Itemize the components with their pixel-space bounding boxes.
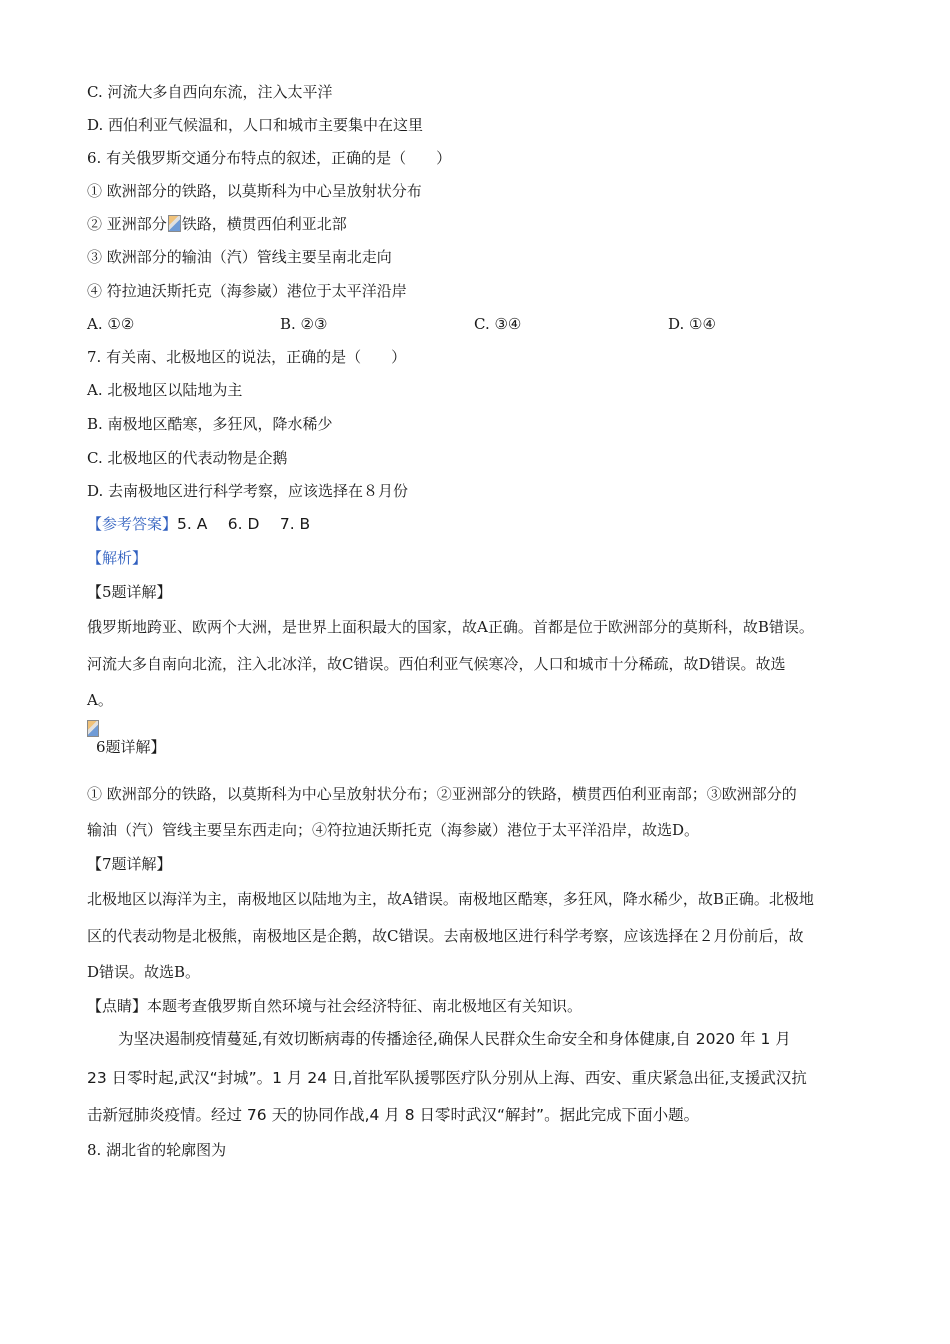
- q5-option-d: D. 西伯利亚气候温和，人口和城市主要集中在这里: [87, 116, 424, 134]
- q6-option-b: B. ②③: [280, 315, 328, 333]
- detail-7-line-3: D错误。故选B。: [87, 963, 201, 981]
- reference-answer-value: 5. A 6. D 7. B: [177, 515, 311, 533]
- q7-option-d: D. 去南极地区进行科学考察，应该选择在８月份: [87, 482, 409, 500]
- q6-item-2: [87, 214, 347, 234]
- passage-line-1: 为坚决遏制疫情蔓延,有效切断病毒的传播途径,确保人民群众生命安全和身体健康,自 2020 年 1 月: [118, 1030, 791, 1048]
- q5-option-c: C. 河流大多自西向东流，注入太平洋: [87, 83, 333, 101]
- passage-line-2: 23 日零时起,武汉“封城”。1 月 24 日,首批军队援鄂医疗队分别从上海、西安、重庆紧急出征,支援武汉抗: [87, 1069, 807, 1087]
- comment-note: 【点睛】本题考查俄罗斯自然环境与社会经济特征、南北极地区有关知识。: [87, 997, 583, 1015]
- q8-stem: 8. 湖北省的轮廓图为: [87, 1141, 227, 1159]
- detail-5-title: 【5题详解】: [87, 583, 172, 601]
- q7-option-a: A. 北极地区以陆地为主: [87, 381, 243, 399]
- q7-stem: 7. 有关南、北极地区的说法，正确的是（ ）: [87, 348, 407, 366]
- q6-item-2-pre: ② 亚洲部分: [87, 215, 167, 233]
- q7-option-b: B. 南极地区酷寒，多狂风，降水稀少: [87, 415, 333, 433]
- detail-7-title: 【7题详解】: [87, 855, 172, 873]
- detail-5-line-2: 河流大多自南向北流，注入北冰洋，故C错误。西伯利亚气候寒冷，人口和城市十分稀疏，故D错误。故选: [87, 655, 786, 673]
- broken-image-icon: [168, 215, 181, 232]
- q6-option-a: A. ①②: [87, 315, 135, 333]
- detail-7-line-2: 区的代表动物是北极熊，南极地区是企鹅，故C错误。去南极地区进行科学考察，应该选择在２月份前后，故: [87, 927, 804, 945]
- q6-item-4: ④ 符拉迪沃斯托克（海参崴）港位于太平洋沿岸: [87, 282, 407, 300]
- broken-image-icon: [87, 720, 99, 737]
- q6-option-d: D. ①④: [668, 315, 716, 333]
- analysis-label: 【解析】: [87, 549, 148, 567]
- q6-item-1: ① 欧洲部分的铁路，以莫斯科为中心呈放射状分布: [87, 182, 422, 200]
- detail-6-line-1: ① 欧洲部分的铁路，以莫斯科为中心呈放射状分布；②亚洲部分的铁路，横贯西伯利亚南部；③欧洲部分的: [87, 785, 797, 803]
- q7-option-c: C. 北极地区的代表动物是企鹅: [87, 449, 288, 467]
- detail-5-line-3: A。: [87, 691, 113, 709]
- passage-line-3: 击新冠肺炎疫情。经过 76 天的协同作战,4 月 8 日零时武汉“解封”。据此完成下面小题。: [87, 1106, 700, 1124]
- q6-item-2-post: 铁路，横贯西伯利亚北部: [181, 215, 347, 233]
- reference-answer: [87, 514, 310, 534]
- detail-7-line-1: 北极地区以海洋为主，南极地区以陆地为主，故A错误。南极地区酷寒，多狂风，降水稀少，故B正确。北极地: [87, 890, 814, 908]
- q6-option-c: C. ③④: [474, 315, 522, 333]
- detail-6-line-2: 输油（汽）管线主要呈东西走向；④符拉迪沃斯托克（海参崴）港位于太平洋沿岸，故选D。: [87, 821, 700, 839]
- detail-5-line-1: 俄罗斯地跨亚、欧两个大洲，是世界上面积最大的国家，故A正确。首都是位于欧洲部分的莫斯科，故B错误。: [87, 618, 814, 636]
- detail-6-title: 6题详解】: [96, 738, 166, 756]
- q6-stem: 6. 有关俄罗斯交通分布特点的叙述，正确的是（ ）: [87, 149, 452, 167]
- reference-answer-label: 【参考答案】: [87, 515, 178, 533]
- q6-item-3: ③ 欧洲部分的输油（汽）管线主要呈南北走向: [87, 248, 392, 266]
